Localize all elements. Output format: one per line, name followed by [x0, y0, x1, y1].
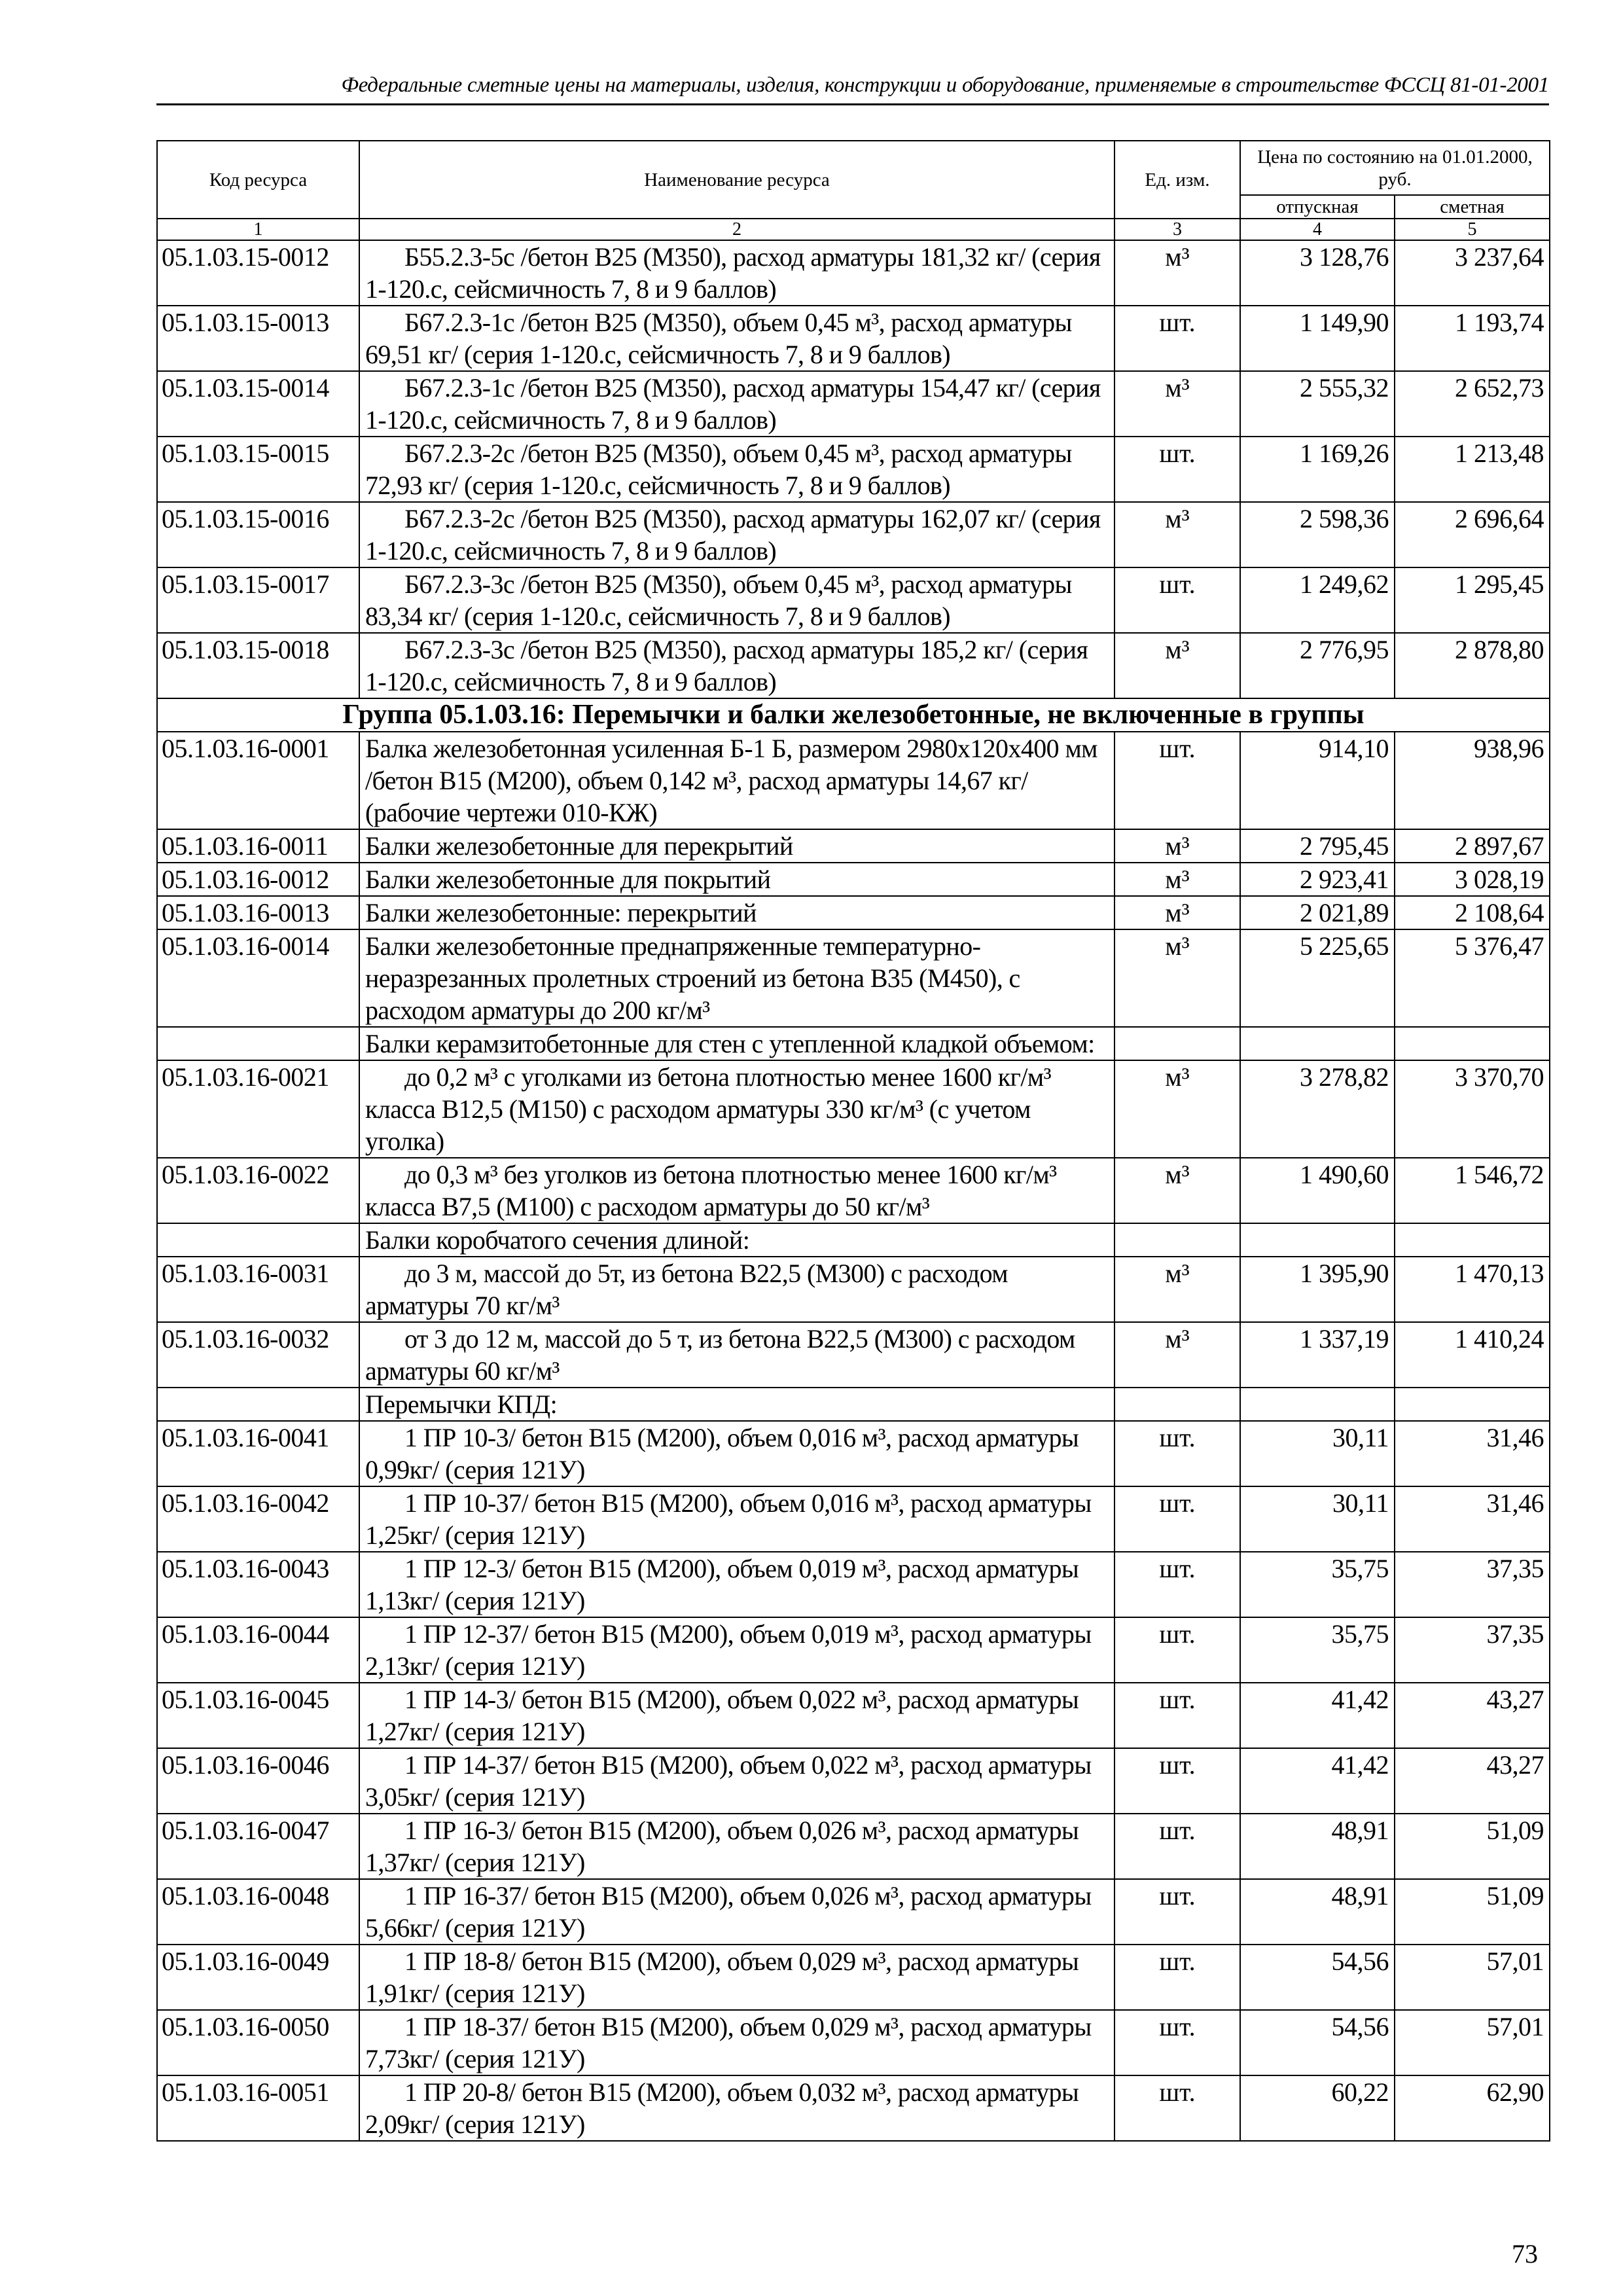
empty-cell: [1240, 1223, 1395, 1257]
subheading: [359, 1223, 1115, 1257]
resource-name: [359, 896, 1115, 929]
table-row: [157, 929, 1550, 1027]
price-estimate: 1 295,45: [1395, 567, 1550, 633]
group-heading-row: [157, 698, 1550, 732]
resource-name: [359, 1158, 1115, 1223]
table-row: [157, 2010, 1550, 2075]
resource-name-text: Балка железобетонная усиленная Б-1 Б, размером 2980х120х400 мм /бетон В15 (М200), объем 0,142 м³, расход арматуры 14,67 кг/ (рабочие чертежи 010-КЖ): [365, 734, 1097, 827]
price-release: 914,10: [1240, 732, 1395, 829]
table-row: [157, 863, 1550, 896]
group-heading: Группа 05.1.03.16: Перемычки и балки железобетонные, не включенные в группы: [157, 698, 1550, 732]
unit: м³: [1115, 896, 1240, 929]
price-estimate: 43,27: [1395, 1748, 1550, 1814]
table-row: [157, 1421, 1550, 1486]
unit: м³: [1115, 829, 1240, 863]
empty-cell: [1115, 1027, 1240, 1060]
resource-code: 05.1.03.16-0031: [157, 1257, 359, 1322]
table-body: [157, 240, 1550, 2141]
price-release: 54,56: [1240, 2010, 1395, 2075]
resource-name-text: от 3 до 12 м, массой до 5 т, из бетона В22,5 (М300) с расходом арматуры 60 кг/м³: [365, 1324, 1075, 1386]
resource-code: 05.1.03.15-0016: [157, 502, 359, 567]
resource-name-text: Балки железобетонные для покрытий: [365, 865, 771, 894]
table-row: [157, 371, 1550, 437]
unit: м³: [1115, 1322, 1240, 1388]
price-release: 60,22: [1240, 2075, 1395, 2141]
resource-name-text: Б67.2.3-3с /бетон В25 (М350), объем 0,45 м³, расход арматуры 83,34 кг/ (серия 1-120.с, сейсмичность 7, 8 и 9 баллов): [365, 569, 1072, 631]
resource-name-text: до 3 м, массой до 5т, из бетона В22,5 (М300) с расходом арматуры 70 кг/м³: [365, 1259, 1008, 1320]
price-estimate: 1 213,48: [1395, 437, 1550, 502]
resource-code: 05.1.03.16-0048: [157, 1879, 359, 1945]
empty-cell: [1395, 1388, 1550, 1421]
resource-code: 05.1.03.16-0043: [157, 1552, 359, 1617]
price-estimate: 57,01: [1395, 1945, 1550, 2010]
price-release: 54,56: [1240, 1945, 1395, 2010]
resource-name: [359, 1879, 1115, 1945]
resource-name: [359, 371, 1115, 437]
resource-name-text: Балки коробчатого сечения длиной:: [365, 1225, 750, 1255]
unit: шт.: [1115, 1814, 1240, 1879]
resource-name: [359, 1257, 1115, 1322]
price-table: [156, 140, 1550, 2142]
price-estimate: 31,46: [1395, 1486, 1550, 1552]
table-row: [157, 633, 1550, 698]
unit: шт.: [1115, 1879, 1240, 1945]
price-release: 1 395,90: [1240, 1257, 1395, 1322]
resource-name-text: Б67.2.3-2с /бетон В25 (М350), расход арматуры 162,07 кг/ (серия 1-120.с, сейсмичность 7, 8 и 9 баллов): [365, 504, 1101, 565]
price-estimate: 2 652,73: [1395, 371, 1550, 437]
resource-code: 05.1.03.16-0022: [157, 1158, 359, 1223]
resource-name-text: 1 ПР 14-3/ бетон В15 (М200), объем 0,022 м³, расход арматуры 1,27кг/ (серия 121У): [365, 1685, 1079, 1746]
resource-name: [359, 1552, 1115, 1617]
price-release: 2 555,32: [1240, 371, 1395, 437]
price-release: 41,42: [1240, 1748, 1395, 1814]
resource-name: [359, 1945, 1115, 2010]
resource-name-text: 1 ПР 10-3/ бетон В15 (М200), объем 0,016 м³, расход арматуры 0,99кг/ (серия 121У): [365, 1423, 1079, 1484]
table-row: [157, 1322, 1550, 1388]
page-number: 73: [1512, 2239, 1538, 2269]
unit: м³: [1115, 371, 1240, 437]
empty-code-cell: [157, 1027, 359, 1060]
resource-name-text: 1 ПР 14-37/ бетон В15 (М200), объем 0,022 м³, расход арматуры 3,05кг/ (серия 121У): [365, 1750, 1092, 1812]
resource-name-text: 1 ПР 18-37/ бетон В15 (М200), объем 0,029 м³, расход арматуры 7,73кг/ (серия 121У): [365, 2012, 1092, 2073]
empty-cell: [1115, 1388, 1240, 1421]
price-release: 48,91: [1240, 1879, 1395, 1945]
table-row: [157, 306, 1550, 371]
resource-name-text: Балки железобетонные для перекрытий: [365, 831, 793, 861]
resource-code: 05.1.03.16-0013: [157, 896, 359, 929]
table-row: [157, 829, 1550, 863]
resource-name: [359, 1421, 1115, 1486]
subheading: [359, 1388, 1115, 1421]
price-estimate: 1 193,74: [1395, 306, 1550, 371]
resource-code: 05.1.03.16-0041: [157, 1421, 359, 1486]
resource-name-text: Б67.2.3-1с /бетон В25 (М350), объем 0,45 м³, расход арматуры 69,51 кг/ (серия 1-120.с, сейсмичность 7, 8 и 9 баллов): [365, 308, 1072, 369]
resource-code: 05.1.03.16-0047: [157, 1814, 359, 1879]
price-estimate: 51,09: [1395, 1814, 1550, 1879]
table-row: [157, 1060, 1550, 1158]
running-head: Федеральные сметные цены на материалы, изделия, конструкции и оборудование, применяемые в строительстве ФССЦ 81-01-2001: [341, 73, 1549, 97]
resource-code: 05.1.03.16-0011: [157, 829, 359, 863]
unit: м³: [1115, 863, 1240, 896]
resource-name-text: до 0,3 м³ без уголков из бетона плотностью менее 1600 кг/м³ класса В7,5 (М100) с расходом арматуры до 50 кг/м³: [365, 1160, 1057, 1221]
price-release: 48,91: [1240, 1814, 1395, 1879]
price-estimate: 51,09: [1395, 1879, 1550, 1945]
table-row: [157, 437, 1550, 502]
unit: м³: [1115, 1257, 1240, 1322]
unit: шт.: [1115, 2010, 1240, 2075]
table-row: [157, 732, 1550, 829]
price-estimate: 1 410,24: [1395, 1322, 1550, 1388]
price-release: 3 278,82: [1240, 1060, 1395, 1158]
header-price: Цена по состоянию на 01.01.2000, руб.: [1240, 141, 1550, 195]
price-estimate: 5 376,47: [1395, 929, 1550, 1027]
table-row: [157, 2075, 1550, 2141]
header-price-release: отпускная: [1240, 195, 1395, 219]
resource-code: 05.1.03.16-0021: [157, 1060, 359, 1158]
resource-code: 05.1.03.16-0045: [157, 1683, 359, 1748]
unit: шт.: [1115, 1486, 1240, 1552]
price-release: 35,75: [1240, 1617, 1395, 1683]
price-estimate: 938,96: [1395, 732, 1550, 829]
price-estimate: 31,46: [1395, 1421, 1550, 1486]
resource-name-text: 1 ПР 16-37/ бетон В15 (М200), объем 0,026 м³, расход арматуры 5,66кг/ (серия 121У): [365, 1881, 1092, 1943]
price-release: 1 490,60: [1240, 1158, 1395, 1223]
price-release: 1 149,90: [1240, 306, 1395, 371]
table-row: [157, 502, 1550, 567]
resource-code: 05.1.03.16-0012: [157, 863, 359, 896]
unit: м³: [1115, 633, 1240, 698]
empty-cell: [1115, 1223, 1240, 1257]
header-unit: Ед. изм.: [1115, 141, 1240, 219]
header-code: Код ресурса: [157, 141, 359, 219]
price-estimate: 37,35: [1395, 1617, 1550, 1683]
resource-name-text: 1 ПР 20-8/ бетон В15 (М200), объем 0,032 м³, расход арматуры 2,09кг/ (серия 121У): [365, 2077, 1079, 2139]
resource-name: [359, 1060, 1115, 1158]
resource-code: 05.1.03.15-0013: [157, 306, 359, 371]
price-estimate: 1 470,13: [1395, 1257, 1550, 1322]
unit: шт.: [1115, 1748, 1240, 1814]
table-row: [157, 896, 1550, 929]
unit: шт.: [1115, 1552, 1240, 1617]
price-estimate: 3 028,19: [1395, 863, 1550, 896]
price-estimate: 2 878,80: [1395, 633, 1550, 698]
price-release: 35,75: [1240, 1552, 1395, 1617]
resource-name: [359, 863, 1115, 896]
resource-name-text: 1 ПР 16-3/ бетон В15 (М200), объем 0,026 м³, расход арматуры 1,37кг/ (серия 121У): [365, 1816, 1079, 1877]
col-number: 1: [157, 219, 359, 240]
resource-name: [359, 1683, 1115, 1748]
col-number: 2: [359, 219, 1115, 240]
subheading-row: [157, 1223, 1550, 1257]
empty-code-cell: [157, 1388, 359, 1421]
subheading: [359, 1027, 1115, 1060]
resource-name-text: Б67.2.3-2с /бетон В25 (М350), объем 0,45 м³, расход арматуры 72,93 кг/ (серия 1-120.с, сейсмичность 7, 8 и 9 баллов): [365, 439, 1072, 500]
unit: шт.: [1115, 1617, 1240, 1683]
resource-name-text: Балки железобетонные: перекрытий: [365, 898, 757, 927]
header-price-estimate: сметная: [1395, 195, 1550, 219]
resource-name-text: 1 ПР 18-8/ бетон В15 (М200), объем 0,029 м³, расход арматуры 1,91кг/ (серия 121У): [365, 1946, 1079, 2008]
resource-name: [359, 2075, 1115, 2141]
price-release: 2 923,41: [1240, 863, 1395, 896]
resource-name: [359, 1322, 1115, 1388]
table-row: [157, 1945, 1550, 2010]
price-estimate: 2 108,64: [1395, 896, 1550, 929]
resource-code: 05.1.03.15-0014: [157, 371, 359, 437]
resource-code: 05.1.03.16-0014: [157, 929, 359, 1027]
resource-code: 05.1.03.16-0051: [157, 2075, 359, 2141]
col-number: 5: [1395, 219, 1550, 240]
resource-code: 05.1.03.16-0042: [157, 1486, 359, 1552]
resource-name-text: Перемычки КПД:: [365, 1390, 558, 1419]
price-estimate: 3 237,64: [1395, 240, 1550, 306]
subheading-row: [157, 1027, 1550, 1060]
resource-name: [359, 437, 1115, 502]
price-estimate: 43,27: [1395, 1683, 1550, 1748]
resource-name-text: до 0,2 м³ с уголками из бетона плотностью менее 1600 кг/м³ класса В12,5 (М150) с расходом арматуры 330 кг/м³ (с учетом уголка): [365, 1062, 1051, 1156]
price-estimate: 2 897,67: [1395, 829, 1550, 863]
unit: шт.: [1115, 1945, 1240, 2010]
resource-name-text: Балки керамзитобетонные для стен с утепленной кладкой объемом:: [365, 1029, 1095, 1058]
resource-name: [359, 502, 1115, 567]
unit: шт.: [1115, 437, 1240, 502]
resource-code: 05.1.03.16-0001: [157, 732, 359, 829]
resource-code: 05.1.03.16-0049: [157, 1945, 359, 2010]
unit: м³: [1115, 240, 1240, 306]
table-row: [157, 1683, 1550, 1748]
price-release: 2 795,45: [1240, 829, 1395, 863]
price-estimate: 3 370,70: [1395, 1060, 1550, 1158]
unit: шт.: [1115, 2075, 1240, 2141]
header-rule: [156, 103, 1549, 105]
resource-name: [359, 567, 1115, 633]
resource-name: [359, 829, 1115, 863]
resource-code: 05.1.03.15-0012: [157, 240, 359, 306]
resource-name: [359, 306, 1115, 371]
resource-code: 05.1.03.16-0044: [157, 1617, 359, 1683]
subheading-row: [157, 1388, 1550, 1421]
empty-cell: [1395, 1027, 1550, 1060]
header-name: Наименование ресурса: [359, 141, 1115, 219]
resource-name: [359, 1814, 1115, 1879]
price-release: 5 225,65: [1240, 929, 1395, 1027]
resource-name-text: 1 ПР 12-37/ бетон В15 (М200), объем 0,019 м³, расход арматуры 2,13кг/ (серия 121У): [365, 1619, 1092, 1681]
resource-name-text: Б67.2.3-3с /бетон В25 (М350), расход арматуры 185,2 кг/ (серия 1-120.с, сейсмичность 7, 8 и 9 баллов): [365, 635, 1088, 696]
resource-code: 05.1.03.15-0018: [157, 633, 359, 698]
empty-code-cell: [157, 1223, 359, 1257]
unit: шт.: [1115, 1421, 1240, 1486]
price-estimate: 57,01: [1395, 2010, 1550, 2075]
resource-name-text: Б55.2.3-5с /бетон В25 (М350), расход арматуры 181,32 кг/ (серия 1-120.с, сейсмичность 7, 8 и 9 баллов): [365, 242, 1101, 304]
table-row: [157, 1814, 1550, 1879]
resource-name: [359, 929, 1115, 1027]
resource-code: 05.1.03.16-0032: [157, 1322, 359, 1388]
price-release: 3 128,76: [1240, 240, 1395, 306]
unit: м³: [1115, 1158, 1240, 1223]
resource-code: 05.1.03.16-0050: [157, 2010, 359, 2075]
price-release: 41,42: [1240, 1683, 1395, 1748]
price-release: 30,11: [1240, 1486, 1395, 1552]
unit: шт.: [1115, 732, 1240, 829]
resource-name: [359, 240, 1115, 306]
table-row: [157, 567, 1550, 633]
resource-name-text: 1 ПР 10-37/ бетон В15 (М200), объем 0,016 м³, расход арматуры 1,25кг/ (серия 121У): [365, 1488, 1092, 1550]
table-row: [157, 1257, 1550, 1322]
resource-code: 05.1.03.15-0015: [157, 437, 359, 502]
empty-cell: [1240, 1027, 1395, 1060]
table-row: [157, 240, 1550, 306]
unit: м³: [1115, 1060, 1240, 1158]
resource-name: [359, 2010, 1115, 2075]
price-release: 30,11: [1240, 1421, 1395, 1486]
table-row: [157, 1748, 1550, 1814]
resource-name: [359, 1486, 1115, 1552]
unit: м³: [1115, 929, 1240, 1027]
resource-name: [359, 732, 1115, 829]
price-estimate: 2 696,64: [1395, 502, 1550, 567]
price-estimate: 1 546,72: [1395, 1158, 1550, 1223]
price-release: 2 021,89: [1240, 896, 1395, 929]
table-row: [157, 1879, 1550, 1945]
unit: шт.: [1115, 306, 1240, 371]
price-release: 1 169,26: [1240, 437, 1395, 502]
resource-code: 05.1.03.15-0017: [157, 567, 359, 633]
resource-name: [359, 1617, 1115, 1683]
unit: шт.: [1115, 567, 1240, 633]
price-release: 1 337,19: [1240, 1322, 1395, 1388]
resource-code: 05.1.03.16-0046: [157, 1748, 359, 1814]
price-release: 2 598,36: [1240, 502, 1395, 567]
price-release: 2 776,95: [1240, 633, 1395, 698]
price-release: 1 249,62: [1240, 567, 1395, 633]
resource-name-text: Балки железобетонные преднапряженные температурно-неразрезанных пролетных строений из бетона В35 (М450), с расходом арматуры до 200 кг/м³: [365, 931, 1020, 1025]
empty-cell: [1240, 1388, 1395, 1421]
col-number: 4: [1240, 219, 1395, 240]
col-number: 3: [1115, 219, 1240, 240]
resource-name: [359, 633, 1115, 698]
unit: м³: [1115, 502, 1240, 567]
price-estimate: 62,90: [1395, 2075, 1550, 2141]
resource-name-text: Б67.2.3-1с /бетон В25 (М350), расход арматуры 154,47 кг/ (серия 1-120.с, сейсмичность 7, 8 и 9 баллов): [365, 373, 1101, 435]
resource-name-text: 1 ПР 12-3/ бетон В15 (М200), объем 0,019 м³, расход арматуры 1,13кг/ (серия 121У): [365, 1554, 1079, 1615]
table-row: [157, 1158, 1550, 1223]
unit: шт.: [1115, 1683, 1240, 1748]
table-row: [157, 1486, 1550, 1552]
table-row: [157, 1552, 1550, 1617]
table-row: [157, 1617, 1550, 1683]
price-estimate: 37,35: [1395, 1552, 1550, 1617]
resource-name: [359, 1748, 1115, 1814]
empty-cell: [1395, 1223, 1550, 1257]
